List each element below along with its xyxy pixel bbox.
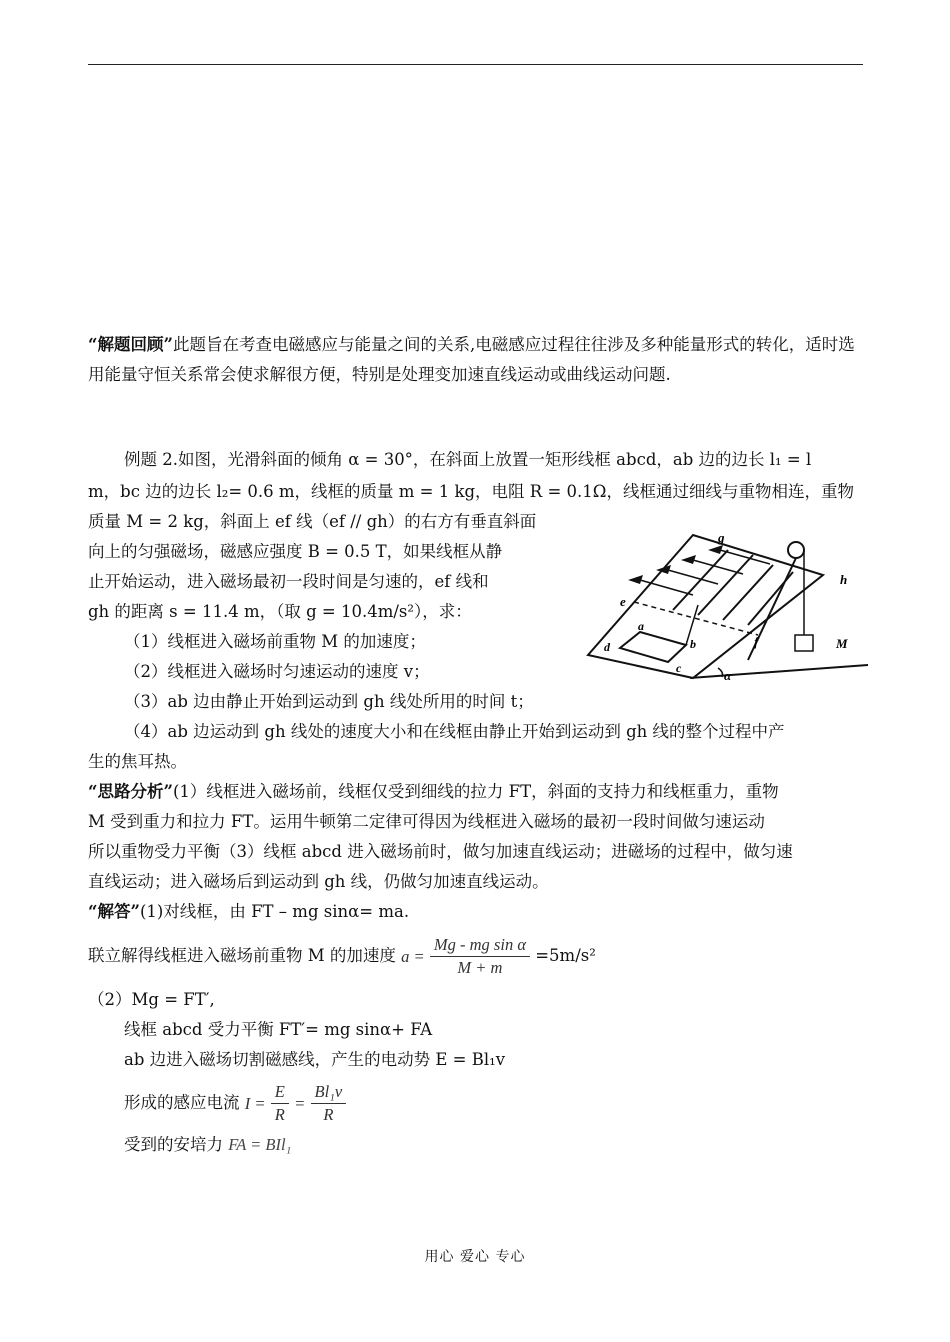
eq-i-numerator-2: Bl₁v xyxy=(311,1081,347,1104)
eq-a-lhs: a = xyxy=(401,946,425,966)
problem-line-1: 例题 2.如图，光滑斜面的倾角 α = 30°，在斜面上放置一矩形线框 abcd，ab 边的边长 l₁ = l xyxy=(124,450,812,469)
label-M: M xyxy=(836,636,848,651)
review-paragraph xyxy=(88,330,863,390)
label-c: c xyxy=(676,661,682,675)
analysis-line-2: M 受到重力和拉力 FT。运用牛顿第二定律可得因为线框进入磁场的最初一段时间做匀速运动 xyxy=(88,812,765,831)
label-f: f xyxy=(754,634,759,649)
question-1: （1）线框进入磁场前重物 M 的加速度； xyxy=(124,632,426,651)
analysis-line-3: 所以重物受力平衡（3）线框 abcd 进入磁场前时，做匀加速直线运动；进磁场的过程中，做匀速 xyxy=(88,842,793,861)
review-text: 此题旨在考查电磁感应与能量之间的关系,电磁感应过程往往涉及多种能量形式的转化，适时选用能量守恒关系常会使求解很方便，特别是处理变加速直线运动或曲线运动问题. xyxy=(88,335,855,384)
answer-label: “解答” xyxy=(88,902,140,921)
ground-line xyxy=(690,665,868,678)
eq-a-numerator: Mg - mg sin α xyxy=(430,934,530,957)
weight-M xyxy=(795,635,813,651)
analysis-label: “思路分析” xyxy=(88,782,173,801)
problem-line-4: 向上的匀强磁场，磁感应强度 B = 0.5 T，如果线框从静 xyxy=(88,542,503,561)
incline-figure xyxy=(578,520,868,690)
question-4-line-2: 生的焦耳热。 xyxy=(88,752,187,771)
label-a: a xyxy=(638,619,644,633)
header-rule xyxy=(88,64,863,65)
question-4-line-1: （4）ab 边运动到 gh 线处的速度大小和在线框由静止开始到运动到 gh 线的整个过程中产 xyxy=(124,722,785,741)
eq-i-denominator-2: R xyxy=(323,1105,334,1124)
answer-line-7 xyxy=(124,1130,291,1160)
eq-a-result: =5m/s² xyxy=(535,946,596,965)
ef-line xyxy=(634,602,758,635)
label-b: b xyxy=(690,637,696,651)
problem-line-3: 质量 M = 2 kg，斜面上 ef 线（ef // gh）的右方有垂直斜面 xyxy=(88,512,537,531)
analysis-line-4: 直线运动；进入磁场后到运动到 gh 线，仍做匀加速直线运动。 xyxy=(88,872,549,891)
page-footer: 用心 爱心 专心 xyxy=(424,1249,526,1265)
answer-line-4: 线框 abcd 受力平衡 FT′= mg sinα+ FA xyxy=(124,1020,433,1039)
review-label: “解题回顾” xyxy=(88,335,173,354)
frame-abcd xyxy=(620,632,686,662)
label-alpha: α xyxy=(724,668,732,683)
answer-line-3: （2）Mg = FT′, xyxy=(88,990,215,1009)
ampere-force-text: 受到的安培力 xyxy=(124,1135,223,1154)
answer-line-2 xyxy=(88,932,596,981)
eq-a-fraction xyxy=(430,934,530,979)
acceleration-text: 联立解得线框进入磁场前重物 M 的加速度 xyxy=(88,946,396,965)
problem-line-5: 止开始运动，进入磁场最初一段时间是匀速的，ef 线和 xyxy=(88,572,489,591)
eq-i-equals: = xyxy=(294,1093,306,1113)
answer-line-1 xyxy=(88,897,409,927)
label-h: h xyxy=(840,572,848,587)
question-2: （2）线框进入磁场时匀速运动的速度 v； xyxy=(124,662,430,681)
eq-i-numerator-1: E xyxy=(271,1081,289,1104)
label-d: d xyxy=(604,640,610,654)
answer-text-1: (1)对线框，由 FT – mg sinα= ma. xyxy=(139,902,410,921)
current-text: 形成的感应电流 xyxy=(124,1093,240,1112)
label-e: e xyxy=(620,594,626,609)
answer-line-6 xyxy=(124,1078,346,1129)
question-3: （3）ab 边由静止开始到运动到 gh 线处所用的时间 t； xyxy=(124,692,534,711)
eq-a-denominator: M + m xyxy=(457,958,503,977)
eq-ampere-force: FA = BIl₁ xyxy=(228,1135,292,1154)
label-g: g xyxy=(718,530,725,545)
problem-line-2: m，bc 边的边长 l₂= 0.6 m，线框的质量 m = 1 kg，电阻 R = 0.1Ω，线框通过细线与重物相连，重物 xyxy=(88,482,854,501)
pulley xyxy=(788,542,804,558)
problem-line-6: gh 的距离 s = 11.4 m，（取 g = 10.4m/s²），求： xyxy=(88,602,472,621)
eq-i-fraction-1 xyxy=(271,1081,289,1126)
eq-i-denominator-1: R xyxy=(274,1105,285,1124)
eq-i-fraction-2 xyxy=(311,1081,347,1126)
analysis-line-1 xyxy=(88,777,779,807)
analysis-text-1: (1）线框进入磁场前，线框仅受到细线的拉力 FT，斜面的支持力和线框重力，重物 xyxy=(172,782,779,801)
answer-line-5: ab 边进入磁场切割磁感线，产生的电动势 E = Bl₁v xyxy=(124,1050,506,1069)
eq-i-lhs: I = xyxy=(244,1093,266,1113)
